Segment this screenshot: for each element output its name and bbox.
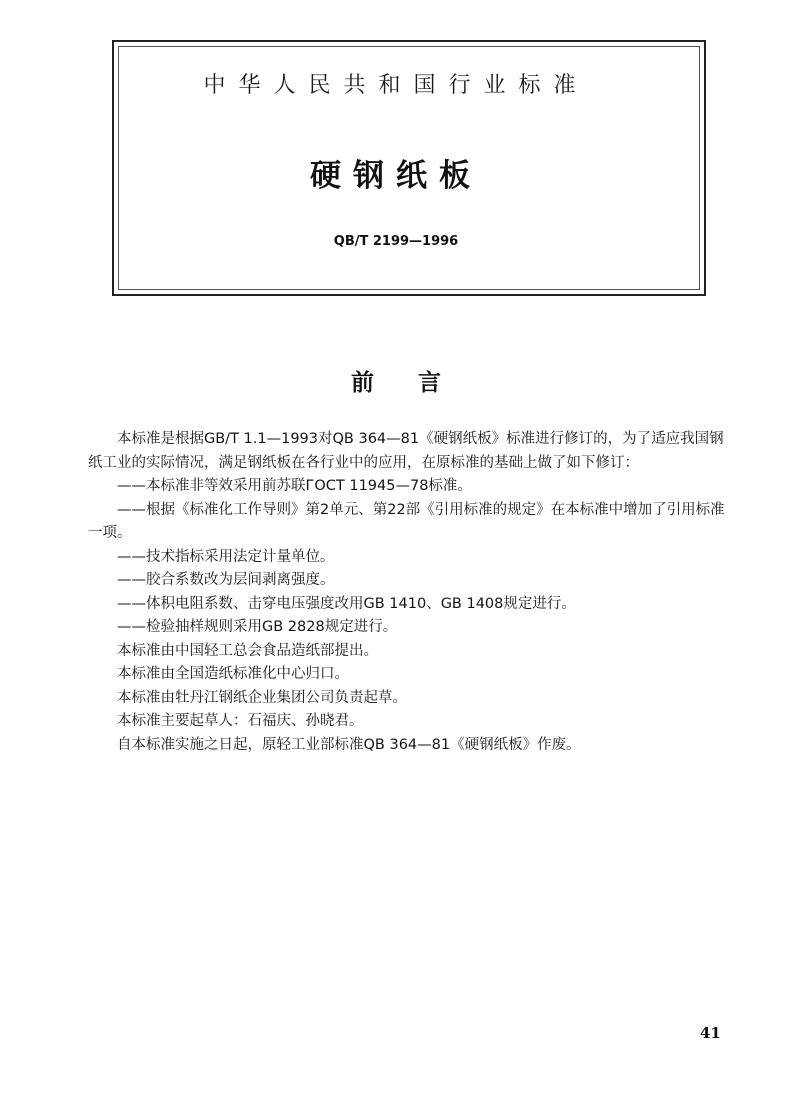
preface-heading: 前言: [351, 370, 485, 396]
standard-organization: 中华人民共和国行业标准: [203, 73, 589, 98]
standard-code: QB/T 2199—1996: [333, 234, 459, 249]
preface-paragraph: ——体积电阻系数、击穿电压强度改用GB 1410、GB 1408规定进行。: [117, 595, 576, 612]
preface-paragraph: ——技术指标采用法定计量单位。: [117, 548, 335, 565]
page-number: 41: [700, 1024, 721, 1042]
preface-paragraph: ——本标准非等效采用前苏联ГОСТ 11945—78标准。: [117, 478, 472, 494]
preface-paragraph: 本标准由全国造纸标准化中心归口。: [117, 666, 349, 682]
preface-body: [88, 428, 738, 757]
preface-paragraph: 自本标准实施之日起，原轻工业部标准QB 364—81《硬钢纸板》作废。: [117, 736, 581, 753]
preface-paragraph: ——胶合系数改为层间剥离强度。: [117, 572, 335, 588]
preface-paragraph: ——根据《标准化工作导则》第2单元、第22部《引用标准的规定》在本标准中增加了引用标准一项。: [88, 501, 725, 541]
standard-title: 硬钢纸板: [310, 158, 482, 194]
preface-paragraph: 本标准由中国轻工总会食品造纸部提出。: [117, 642, 378, 659]
preface-paragraph: 本标准是根据GB/T 1.1—1993对QB 364—81《硬钢纸板》标准进行修订的，为了适应我国钢纸工业的实际情况，满足钢纸板在各行业中的应用，在原标准的基础上做了如下修订：: [88, 431, 724, 471]
preface-paragraph: 本标准由牡丹江钢纸企业集团公司负责起草。: [117, 689, 407, 706]
preface-paragraph: ——检验抽样规则采用GB 2828规定进行。: [117, 619, 398, 635]
preface-paragraph: 本标准主要起草人：石福庆、孙晓君。: [117, 713, 364, 729]
